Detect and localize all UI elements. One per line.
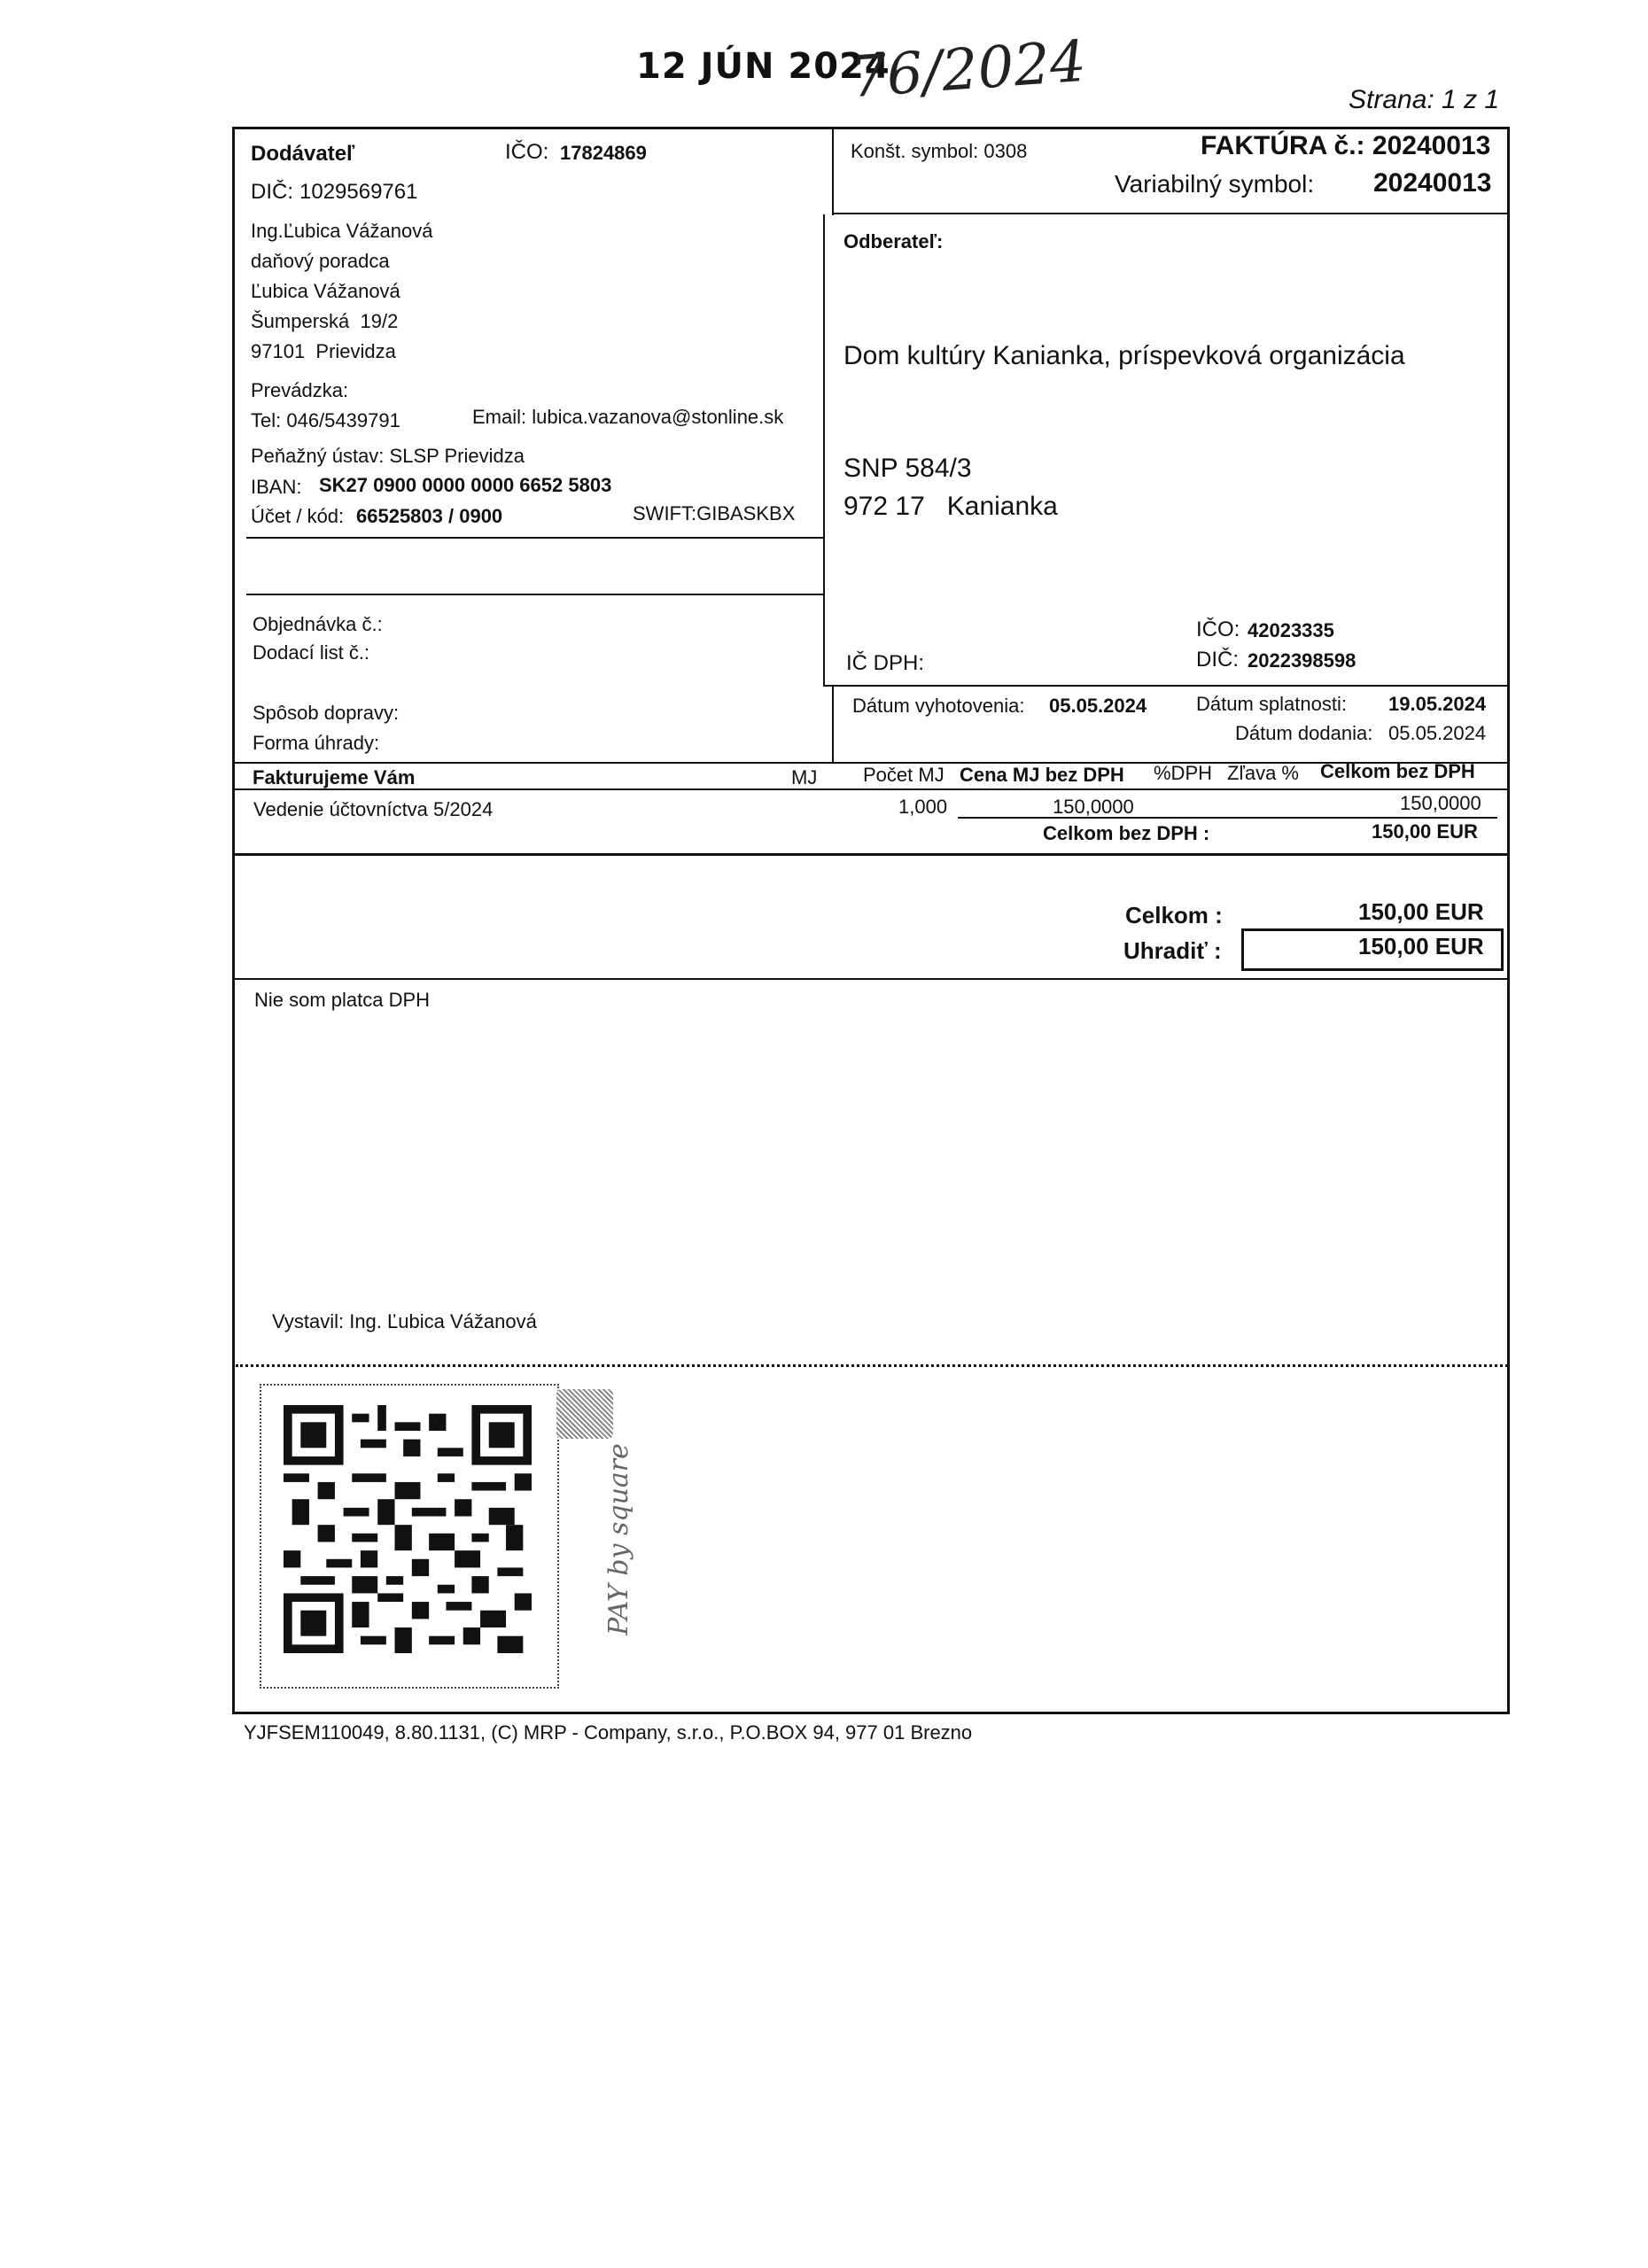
customer-heading: Odberateľ: <box>843 230 944 252</box>
supplier-tel: Tel: 046/5439791 <box>251 409 400 431</box>
page-number: Strana: 1 z 1 <box>1349 85 1500 114</box>
due-date-label: Dátum splatnosti: <box>1196 693 1347 715</box>
customer-dic: 2022398598 <box>1248 649 1356 672</box>
subtotal-line <box>958 817 1497 819</box>
supplier-heading: Dodávateľ <box>251 142 355 166</box>
variable-symbol: 20240013 <box>1373 168 1492 198</box>
issue-date: 05.05.2024 <box>1049 695 1147 717</box>
pay-by-square-logo-icon <box>556 1389 613 1439</box>
order-top-line <box>246 594 824 595</box>
amount-due-value: 150,00 EUR <box>1358 933 1484 959</box>
items-header-bottom <box>232 788 1510 790</box>
supplier-dic: 1029569761 <box>299 180 418 204</box>
supplier-swift: SWIFT:GIBASKBX <box>633 502 796 524</box>
qr-code <box>284 1404 532 1654</box>
due-date: 19.05.2024 <box>1388 693 1487 715</box>
issued-by: Vystavil: Ing. Ľubica Vážanová <box>272 1310 537 1332</box>
divider-vertical-top <box>832 127 834 215</box>
frame-left <box>232 127 235 1714</box>
item-description: Vedenie účtovníctva 5/2024 <box>253 798 494 820</box>
item-total: 150,0000 <box>1400 792 1481 814</box>
issue-date-label: Dátum vyhotovenia: <box>852 695 1025 717</box>
pay-by-square-label: PAY by square <box>602 1443 634 1635</box>
col-discount: Zľava % <box>1227 762 1299 784</box>
total-value: 150,00 EUR <box>1358 898 1484 925</box>
handwritten-reference: 76/2024 <box>848 28 1089 112</box>
amount-due-label: Uhradiť : <box>1123 937 1222 964</box>
supplier-address-line: Ing.Ľubica Vážanová <box>251 220 433 242</box>
item-quantity: 1,000 <box>898 796 948 818</box>
col-vat: %DPH <box>1154 762 1213 784</box>
received-date-stamp: 12 JÚN 2024 <box>636 46 890 87</box>
invoice-title: FAKTÚRA č.: 20240013 <box>1201 131 1491 160</box>
customer-box-left <box>823 214 825 687</box>
dates-left-line <box>832 685 834 763</box>
col-quantity: Počet MJ <box>863 764 944 786</box>
subtotal-value: 150,00 EUR <box>1372 820 1478 843</box>
divider-horizontal-top-right <box>832 213 1510 214</box>
supplier-iban-label: IBAN: <box>251 476 302 498</box>
vat-note: Nie som platca DPH <box>254 989 431 1011</box>
frame-bottom <box>232 1712 1510 1714</box>
payment-method-label: Forma úhrady: <box>253 732 380 754</box>
customer-ico-label: IČO: <box>1196 617 1240 641</box>
supplier-account: 66525803 / 0900 <box>356 505 503 527</box>
items-bottom <box>232 853 1510 856</box>
supplier-iban: SK27 0900 0000 0000 6652 5803 <box>319 474 612 496</box>
items-heading: Fakturujeme Vám <box>253 766 416 788</box>
item-unit-price: 150,0000 <box>1053 796 1134 818</box>
supplier-ico-label: IČO: <box>505 140 549 164</box>
variable-symbol-label: Variabilný symbol: <box>1115 170 1315 198</box>
supplier-ico: 17824869 <box>560 142 647 164</box>
constant-symbol: Konšt. symbol: 0308 <box>851 140 1028 162</box>
order-number-label: Objednávka č.: <box>253 613 383 635</box>
frame-top <box>232 127 1510 129</box>
subtotal-label: Celkom bez DPH : <box>1043 822 1210 844</box>
customer-city: 972 17 Kanianka <box>843 492 1058 521</box>
supplier-email: Email: lubica.vazanova@stonline.sk <box>472 406 784 428</box>
delivery-date-label: Dátum dodania: <box>1235 722 1373 744</box>
col-unit-price: Cena MJ bez DPH <box>960 764 1124 786</box>
customer-ic-dph-label: IČ DPH: <box>846 651 925 675</box>
dates-top-line <box>823 685 1510 687</box>
col-total: Celkom bez DPH <box>1320 760 1475 782</box>
customer-ico: 42023335 <box>1248 619 1334 641</box>
supplier-bottom-line <box>246 537 824 539</box>
software-footer: YJFSEM110049, 8.80.1131, (C) MRP - Company, s.r.o., P.O.BOX 94, 977 01 Brezno <box>244 1721 973 1744</box>
delivery-note-label: Dodací list č.: <box>253 641 370 664</box>
supplier-address-line: Ľubica Vážanová <box>251 280 400 302</box>
delivery-date: 05.05.2024 <box>1388 722 1487 744</box>
customer-dic-label: DIČ: <box>1196 648 1239 672</box>
supplier-address-line: daňový poradca <box>251 250 390 272</box>
supplier-address-line: Šumperská 19/2 <box>251 310 399 332</box>
customer-street: SNP 584/3 <box>843 454 972 483</box>
totals-bottom <box>232 978 1510 980</box>
dotted-separator <box>236 1364 1508 1367</box>
supplier-account-label: Účet / kód: <box>251 505 345 527</box>
supplier-bank: Peňažný ústav: SLSP Prievidza <box>251 445 525 467</box>
customer-name: Dom kultúry Kanianka, príspevková organizácia <box>843 341 1405 370</box>
supplier-prevadzka: Prevádzka: <box>251 379 349 401</box>
supplier-dic-label: DIČ: <box>251 180 293 204</box>
transport-method-label: Spôsob dopravy: <box>253 702 400 724</box>
total-label: Celkom : <box>1125 902 1223 928</box>
supplier-address-line: 97101 Prievidza <box>251 340 396 362</box>
col-unit: MJ <box>791 766 818 788</box>
frame-right <box>1507 127 1510 1714</box>
